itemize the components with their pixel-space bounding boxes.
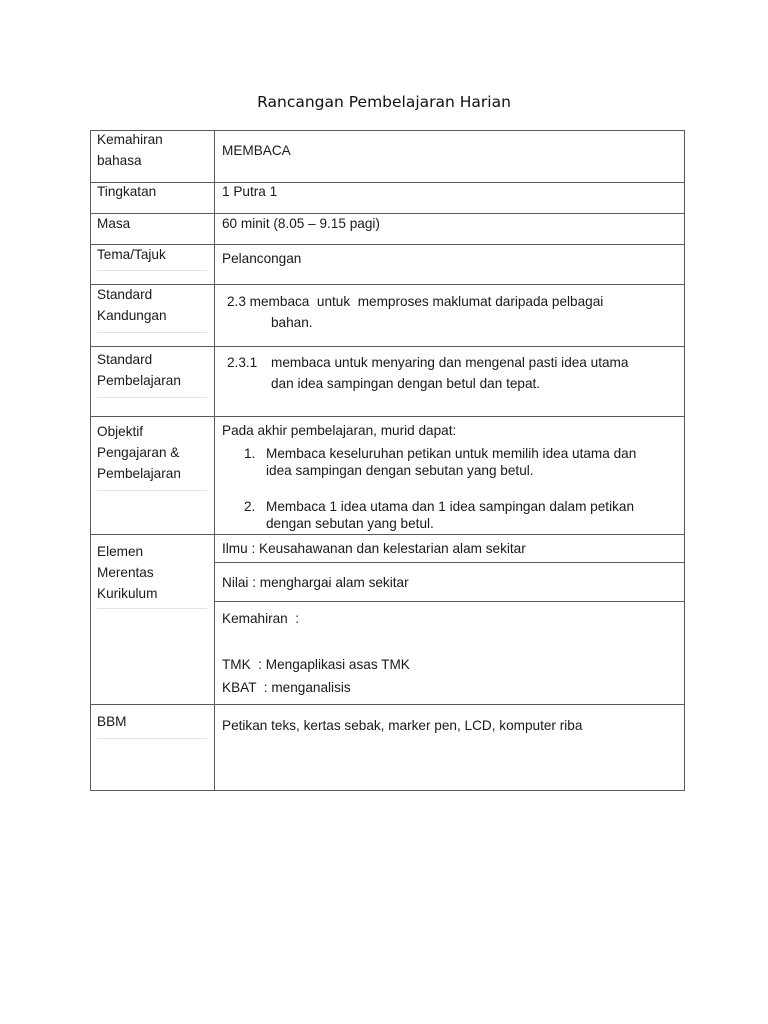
standard-pembelajaran-line1: membaca untuk menyaring dan mengenal pasti idea utama xyxy=(271,355,629,370)
emk-kbat: KBAT : menganalisis xyxy=(222,680,351,695)
objective-1-line1: Membaca keseluruhan petikan untuk memilih idea utama dan xyxy=(266,446,637,461)
table-border-left xyxy=(90,130,91,791)
table-border-right xyxy=(684,130,685,791)
value-tingkatan: 1 Putra 1 xyxy=(222,184,278,199)
label-underline xyxy=(97,608,207,609)
label-standard-kandungan: Standard Kandungan xyxy=(97,287,167,323)
label-underline xyxy=(97,332,207,333)
sub-row-divider xyxy=(214,601,685,602)
column-divider xyxy=(214,130,215,791)
emk-ilmu: Ilmu : Keusahawanan dan kelestarian alam sekitar xyxy=(222,541,526,556)
table-border-bottom xyxy=(90,790,685,791)
document-title: Rancangan Pembelajaran Harian xyxy=(257,93,511,111)
objektif-intro: Pada akhir pembelajaran, murid dapat: xyxy=(222,423,457,438)
value-bbm: Petikan teks, kertas sebak, marker pen, LCD, komputer riba xyxy=(222,718,583,733)
label-underline xyxy=(97,270,207,271)
objective-number: 2. xyxy=(244,499,256,514)
label-elemen-merentas-kurikulum: Elemen Merentas Kurikulum xyxy=(97,544,158,601)
row-divider xyxy=(90,534,685,535)
emk-tmk: TMK : Mengaplikasi asas TMK xyxy=(222,657,410,672)
value-masa: 60 minit (8.05 – 9.15 pagi) xyxy=(222,216,380,231)
label-underline xyxy=(97,397,207,398)
label-masa: Masa xyxy=(97,216,131,231)
label-underline xyxy=(97,490,207,491)
label-tingkatan: Tingkatan xyxy=(97,184,157,199)
label-bbm: BBM xyxy=(97,714,127,729)
sub-row-divider xyxy=(214,562,685,563)
label-underline xyxy=(97,738,207,739)
label-tema: Tema/Tajuk xyxy=(97,247,166,262)
emk-kemahiran: Kemahiran : xyxy=(222,611,300,626)
standard-pembelajaran-line2: dan idea sampingan dengan betul dan tepat. xyxy=(271,376,541,391)
label-kemahiran-bahasa: Kemahiran bahasa xyxy=(97,132,163,168)
row-divider xyxy=(90,416,685,417)
standard-kandungan-line1: 2.3 membaca untuk memproses maklumat daripada pelbagai xyxy=(227,294,604,309)
value-tema: Pelancongan xyxy=(222,251,302,266)
emk-nilai: Nilai : menghargai alam sekitar xyxy=(222,575,409,590)
standard-kandungan-line2: bahan. xyxy=(271,315,313,330)
label-objektif: Objektif Pengajaran & Pembelajaran xyxy=(97,424,181,481)
label-standard-pembelajaran: Standard Pembelajaran xyxy=(97,352,181,388)
objective-2-line2: dengan sebutan yang betul. xyxy=(266,516,434,531)
objective-number: 1. xyxy=(244,446,256,461)
row-divider xyxy=(90,346,685,347)
objective-2-line1: Membaca 1 idea utama dan 1 idea sampingan dalam petikan xyxy=(266,499,635,514)
row-divider xyxy=(90,704,685,705)
objective-1-line2: idea sampingan dengan sebutan yang betul. xyxy=(266,463,534,478)
standard-pembelajaran-code: 2.3.1 xyxy=(227,355,258,370)
value-kemahiran-bahasa: MEMBACA xyxy=(222,143,291,158)
